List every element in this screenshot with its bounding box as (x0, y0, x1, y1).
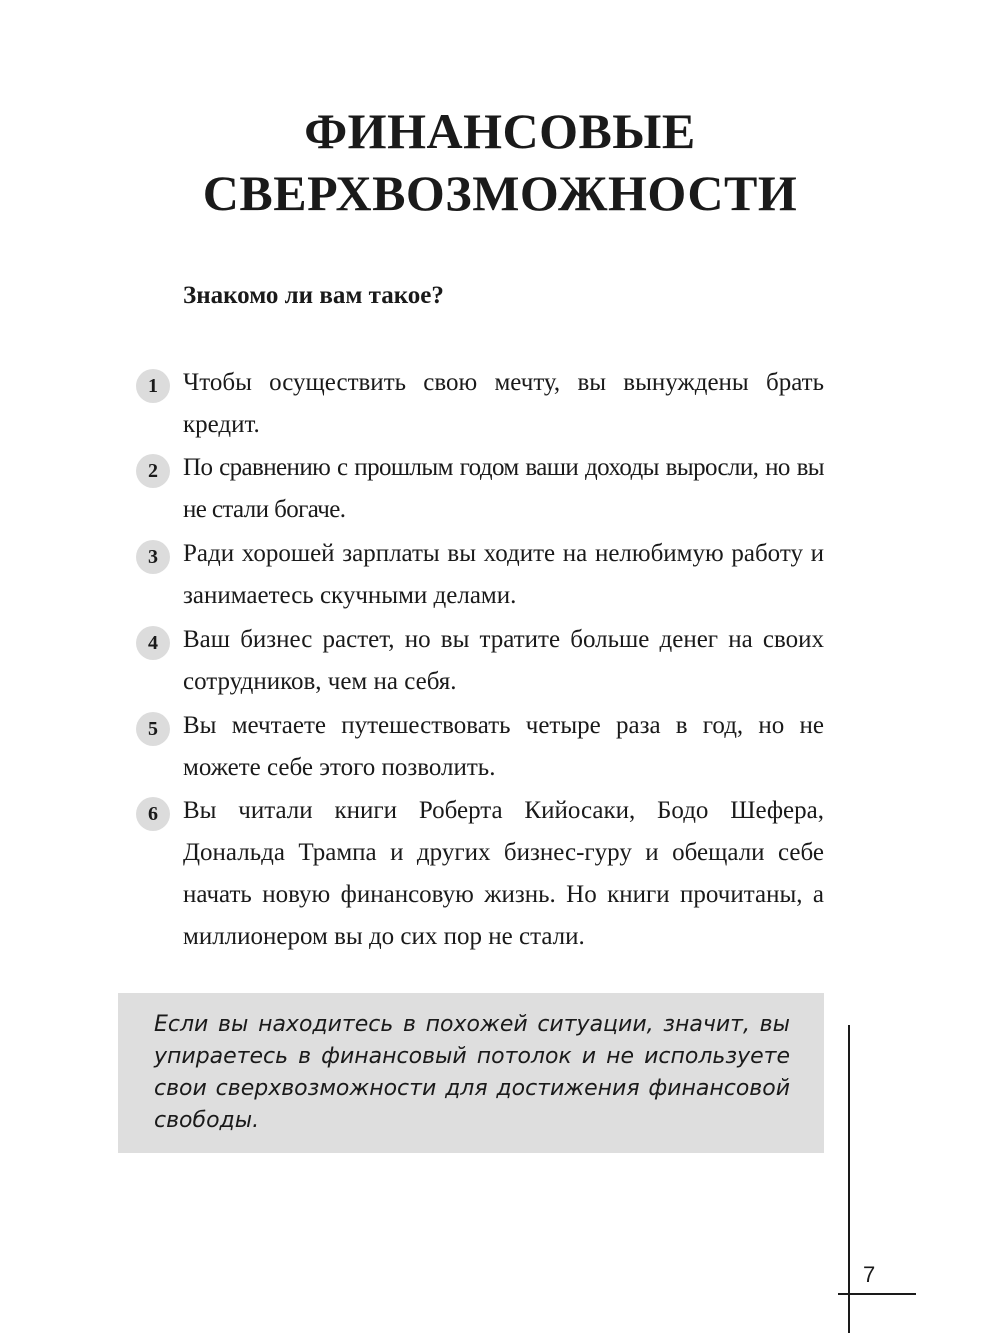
item-number-badge: 6 (136, 797, 170, 831)
item-text: Ради хорошей зарплаты вы ходите на нелюбимую работу и занимаетесь скучными делами. (183, 540, 824, 609)
item-text: Ваш бизнес растет, но вы тратите больше денег на своих сотрудников, чем на себя. (183, 626, 824, 695)
item-number-badge: 3 (136, 540, 170, 574)
item-number-badge: 4 (136, 626, 170, 660)
section-subtitle: Знакомо ли вам такое? (183, 282, 444, 309)
item-text: Вы мечтаете путешествовать четыре раза в год, но не можете себе этого позволить. (183, 712, 824, 781)
item-number-badge: 1 (136, 369, 170, 403)
margin-rule-horizontal (838, 1293, 916, 1295)
item-text: Вы читали книги Роберта Кийосаки, Бодо Шефера, Дональда Трампа и других бизнес-гуру и обещали себе начать новую финансовую жизнь. Но книги прочитаны, а миллионером вы до сих пор не стали. (183, 797, 824, 950)
callout-text: Если вы находитесь в похожей ситуации, значит, вы упираетесь в финансовый потолок и не используете свои сверхвозможности для достижения финансовой свободы. (154, 1012, 790, 1133)
item-text: По сравнению с прошлым годом ваши доходы выросли, но вы не стали богаче. (183, 454, 824, 523)
item-text: Чтобы осуществить свою мечту, вы вынуждены брать кредит. (183, 369, 824, 438)
margin-rule-vertical (848, 1025, 850, 1333)
title-line-1: ФИНАНСОВЫЕ (304, 103, 696, 159)
item-number-badge: 2 (136, 454, 170, 488)
page-number: 7 (863, 1262, 876, 1287)
title-line-2: СВЕРХВОЗМОЖНОСТИ (202, 165, 798, 221)
callout-box (118, 993, 824, 1153)
item-number-badge: 5 (136, 712, 170, 746)
page-title (0, 100, 1000, 224)
